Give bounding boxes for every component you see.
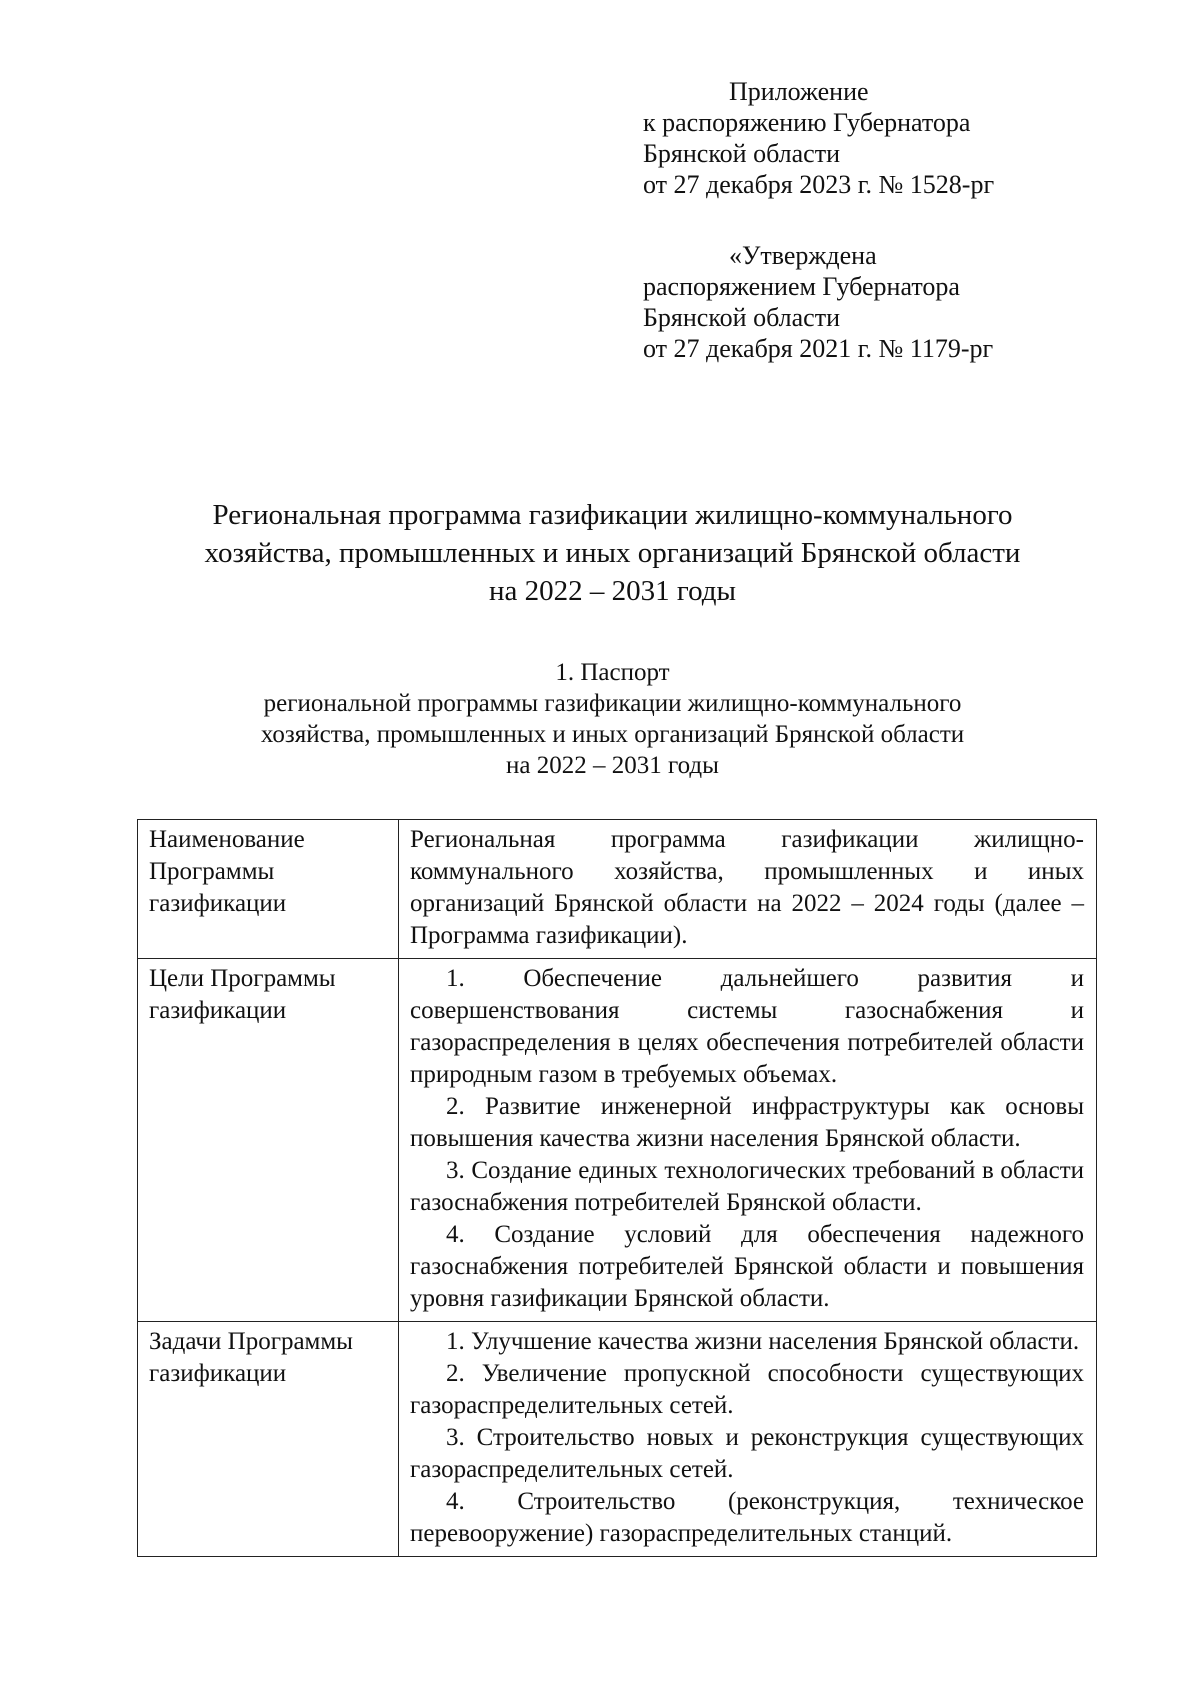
approval-line: распоряжением Губернатора bbox=[643, 272, 960, 301]
row-paragraph: Региональная программа газификации жилищно-коммунального хозяйства, промышленных и иных организаций Брянской области на 2022 – 2024 годы (далее – Программа газификации). bbox=[410, 826, 1084, 949]
row-content bbox=[399, 820, 1097, 959]
row-label: Задачи Программы газификации bbox=[138, 1322, 399, 1557]
row-label: Наименование Программы газификации bbox=[138, 820, 399, 959]
appendix-heading: Приложение bbox=[729, 77, 869, 106]
row-content bbox=[399, 959, 1097, 1322]
appendix-date-line: от 27 декабря 2023 г. № 1528-рг bbox=[643, 170, 995, 199]
row-paragraph: 2. Развитие инженерной инфраструктуры как основы повышения качества жизни населения Брянской области. bbox=[410, 1093, 1084, 1152]
row-content bbox=[399, 1322, 1097, 1557]
row-paragraph: 2. Увеличение пропускной способности существующих газораспределительных сетей. bbox=[410, 1360, 1084, 1419]
table-row bbox=[138, 959, 1097, 1322]
approval-heading: «Утверждена bbox=[729, 241, 877, 270]
approval-block bbox=[643, 240, 993, 364]
approval-date-line: от 27 декабря 2021 г. № 1179-рг bbox=[643, 334, 994, 363]
passport-heading-block bbox=[200, 657, 1025, 781]
row-paragraph: 3. Строительство новых и реконструкция существующих газораспределительных сетей. bbox=[410, 1424, 1084, 1483]
appendix-line: к распоряжению Губернатора bbox=[643, 108, 971, 137]
title-line: хозяйства, промышленных и иных организаций Брянской области bbox=[204, 537, 1021, 569]
passport-line: хозяйства, промышленных и иных организаций Брянской области bbox=[260, 721, 965, 748]
row-paragraph: 3. Создание единых технологических требований в области газоснабжения потребителей Брянской области. bbox=[410, 1157, 1084, 1216]
table-row bbox=[138, 820, 1097, 959]
title-line: на 2022 – 2031 годы bbox=[489, 575, 736, 607]
document-title bbox=[140, 496, 1085, 610]
passport-heading: 1. Паспорт bbox=[555, 659, 670, 686]
row-paragraph: 4. Создание условий для обеспечения надежного газоснабжения потребителей Брянской области и повышения уровня газификации Брянской области. bbox=[410, 1221, 1084, 1312]
approval-line: Брянской области bbox=[643, 303, 840, 332]
passport-line: на 2022 – 2031 годы bbox=[506, 752, 719, 779]
appendix-block bbox=[643, 76, 994, 200]
passport-table bbox=[137, 819, 1097, 1557]
title-line: Региональная программа газификации жилищно-коммунального bbox=[212, 499, 1013, 531]
row-paragraph: 1. Обеспечение дальнейшего развития и совершенствования системы газоснабжения и газораспределения в целях обеспечения потребителей области природным газом в требуемых объемах. bbox=[410, 965, 1084, 1088]
table-row bbox=[138, 1322, 1097, 1557]
row-paragraph: 4. Строительство (реконструкция, техническое перевооружение) газораспределительных станций. bbox=[410, 1488, 1084, 1547]
row-paragraph: 1. Улучшение качества жизни населения Брянской области. bbox=[446, 1328, 1080, 1355]
passport-line: региональной программы газификации жилищно-коммунального bbox=[263, 690, 962, 717]
appendix-line: Брянской области bbox=[643, 139, 840, 168]
row-label: Цели Программы газификации bbox=[138, 959, 399, 1322]
